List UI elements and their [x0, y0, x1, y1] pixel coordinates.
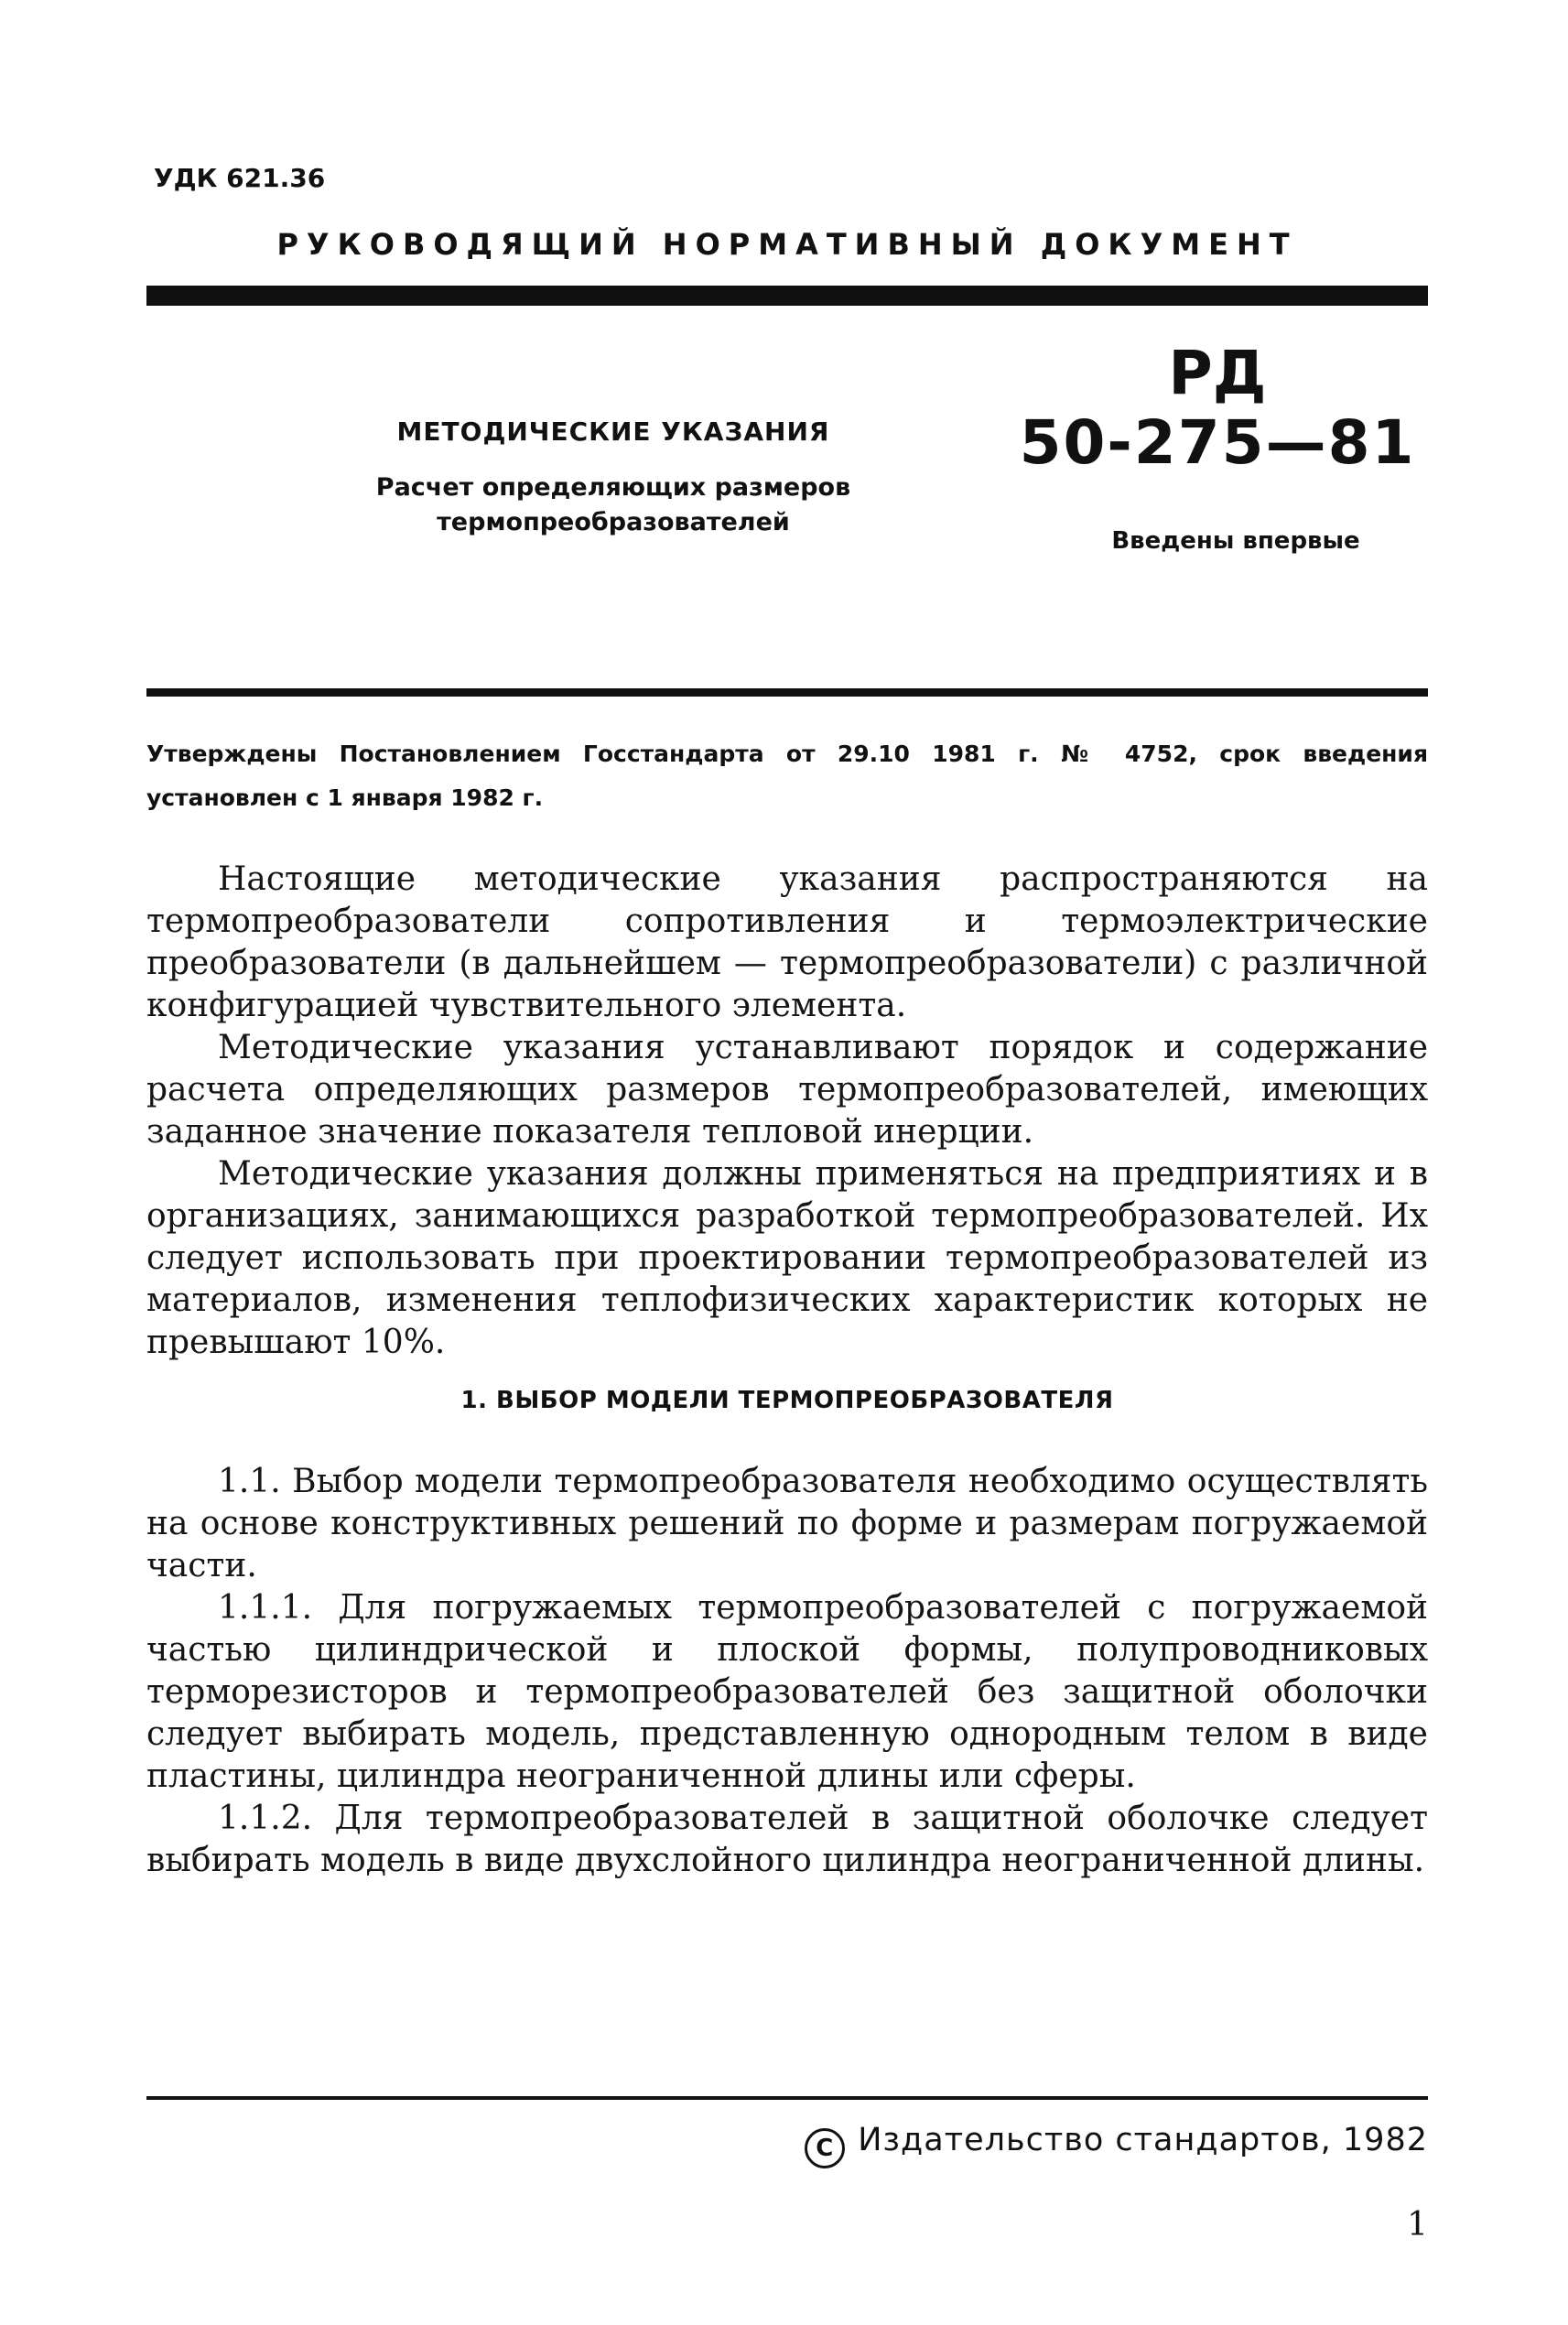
document-kind: МЕТОДИЧЕСКИЕ УКАЗАНИЯ	[396, 416, 830, 447]
document-subtitle-line-1: Расчет определяющих размеров	[375, 473, 851, 502]
footer-rule	[146, 2096, 1428, 2100]
title-block	[330, 416, 897, 540]
designation-status: Введены впервые	[1111, 527, 1360, 555]
header-rule	[146, 286, 1428, 306]
intro-paragraph: Методические указания должны применяться на предприятиях и в организациях, занимающихся разработкой термопреобразователей. Их следует использовать при проектировании термопреобразователей из материалов, изменения теплофизических характеристик которых не превышают 10%.	[146, 1155, 1428, 1361]
document-subtitle-line-2: термопреобразователей	[437, 508, 790, 536]
copyright-text: Издательство стандартов, 1982	[858, 2122, 1428, 2158]
approval-note: Утверждены Постановлением Госстандарта от 29.10 1981 г. № 4752, срок введения установлен с 1 января 1982 г.	[146, 741, 1428, 811]
designation-number: 50-275—81	[1019, 407, 1416, 478]
intro-paragraph: Методические указания устанавливают порядок и содержание расчета определяющих размеров термопреобразователей, имеющих заданное значение показателя тепловой инерции.	[146, 1029, 1428, 1151]
section-paragraph: 1.1.2. Для термопреобразователей в защитной оболочке следует выбирать модель в виде двухслойного цилиндра неограниченной длины.	[146, 1800, 1428, 1879]
title-rule	[146, 688, 1428, 697]
section-paragraph: 1.1.1. Для погружаемых термопреобразователей с погружаемой частью цилиндрической и плоской формы, полупроводниковых терморезисторов и термопреобразователей без защитной оболочки следует выбирать модель, представленную однородным телом в виде пластины, цилиндра неограниченной длины или сферы.	[146, 1589, 1428, 1795]
udk-code: УДК 621.36	[154, 163, 326, 193]
section-text	[146, 1461, 1428, 1882]
copyright-icon: C	[805, 2128, 845, 2168]
designation-block	[1007, 339, 1428, 555]
section-title: 1. ВЫБОР МОДЕЛИ ТЕРМОПРЕОБРАЗОВАТЕЛЯ	[460, 1387, 1114, 1414]
intro-paragraph: Настоящие методические указания распространяются на термопреобразователи сопротивления и термоэлектрические преобразователи (в дальнейшем — термопреобразователи) с различной конфигурацией чувствительного элемента.	[146, 860, 1428, 1024]
page-number: 1	[1407, 2206, 1428, 2244]
section-paragraph: 1.1. Выбор модели термопреобразователя необходимо осуществлять на основе конструктивных решений по форме и размерам погружаемой части.	[146, 1463, 1428, 1584]
designation-label: РД	[1168, 338, 1267, 408]
copyright-line	[751, 2122, 1428, 2168]
intro-text	[146, 859, 1428, 1364]
document-type-heading: РУКОВОДЯЩИЙ НОРМАТИВНЫЙ ДОКУМЕНТ	[276, 227, 1298, 262]
